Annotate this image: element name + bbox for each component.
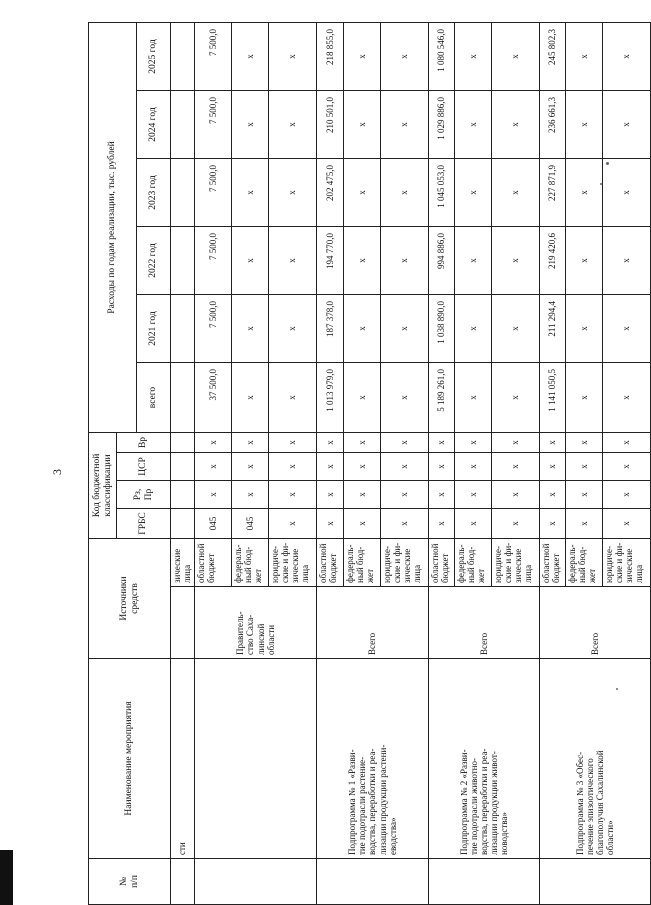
- year-cell: х: [566, 159, 603, 227]
- source-cell: областной бюджет: [195, 539, 232, 587]
- year-cell: х: [232, 159, 269, 227]
- header-num: № п/п: [89, 859, 171, 905]
- header-grbs: ГРБС: [117, 509, 171, 539]
- year-cell: х: [492, 227, 540, 295]
- measure-name-cell: Подпрограмма № 2 «Разви- тие подотрасли животно- водства, переработки и реа- лизации продукции живот- новодства»: [429, 659, 540, 859]
- csr-cell: х: [317, 453, 344, 481]
- budget-table: [88, 22, 651, 905]
- year-cell: х: [269, 159, 317, 227]
- year-cell: [171, 91, 195, 159]
- header-total: всего: [137, 363, 171, 433]
- csr-cell: х: [603, 453, 651, 481]
- vr-cell: х: [455, 433, 492, 453]
- year-cell: х: [603, 227, 651, 295]
- header-name: Наименование мероприятия: [89, 659, 171, 859]
- csr-cell: х: [492, 453, 540, 481]
- rzpr-cell: х: [381, 481, 429, 509]
- csr-cell: [171, 453, 195, 481]
- scan-speck: [600, 183, 602, 185]
- year-cell: 7 500,0: [195, 23, 232, 91]
- year-cell: х: [269, 227, 317, 295]
- responsible-cell: Всего: [429, 587, 540, 659]
- year-cell: х: [344, 23, 381, 91]
- year-cell: х: [381, 91, 429, 159]
- header-sources: Источники средств: [89, 539, 171, 659]
- grbs-cell: 045: [195, 509, 232, 539]
- year-cell: х: [269, 295, 317, 363]
- grbs-cell: х: [492, 509, 540, 539]
- total-cell: 37 500,0: [195, 363, 232, 433]
- year-cell: х: [269, 91, 317, 159]
- responsible-cell: Всего: [317, 587, 429, 659]
- total-cell: х: [492, 363, 540, 433]
- year-cell: х: [566, 23, 603, 91]
- year-cell: х: [344, 295, 381, 363]
- source-cell: федераль- ный бюд- жет: [455, 539, 492, 587]
- grbs-cell: х: [344, 509, 381, 539]
- grbs-cell: х: [381, 509, 429, 539]
- year-cell: х: [566, 91, 603, 159]
- source-cell: федераль- ный бюд- жет: [232, 539, 269, 587]
- total-cell: 5 189 261,0: [429, 363, 455, 433]
- table-row: [317, 23, 344, 905]
- year-cell: х: [232, 295, 269, 363]
- year-cell: [171, 159, 195, 227]
- year-cell: х: [232, 227, 269, 295]
- year-cell: [171, 23, 195, 91]
- year-cell: х: [455, 23, 492, 91]
- vr-cell: х: [381, 433, 429, 453]
- year-cell: х: [232, 91, 269, 159]
- total-cell: х: [344, 363, 381, 433]
- year-cell: 245 802,3: [540, 23, 566, 91]
- csr-cell: х: [429, 453, 455, 481]
- num-cell: [171, 859, 195, 905]
- csr-cell: х: [344, 453, 381, 481]
- grbs-cell: х: [455, 509, 492, 539]
- year-cell: х: [381, 295, 429, 363]
- rzpr-cell: х: [232, 481, 269, 509]
- year-cell: х: [492, 295, 540, 363]
- header-year: 2024 год: [137, 91, 171, 159]
- vr-cell: х: [603, 433, 651, 453]
- year-cell: [171, 295, 195, 363]
- year-cell: х: [455, 91, 492, 159]
- rzpr-cell: х: [317, 481, 344, 509]
- source-cell: зические лица: [171, 539, 195, 587]
- measure-name-cell: [195, 659, 317, 859]
- table-row: [540, 23, 566, 905]
- year-cell: 202 475,0: [317, 159, 344, 227]
- source-cell: областной бюджет: [317, 539, 344, 587]
- header-expenses: Расходы по годам реализации, тыс. рублей: [89, 23, 137, 433]
- year-cell: х: [455, 227, 492, 295]
- grbs-cell: х: [429, 509, 455, 539]
- header-vr: Вр: [117, 433, 171, 453]
- responsible-cell: Всего: [540, 587, 651, 659]
- total-cell: [171, 363, 195, 433]
- header-year: 2022 год: [137, 227, 171, 295]
- vr-cell: х: [317, 433, 344, 453]
- total-cell: 1 141 050,5: [540, 363, 566, 433]
- rzpr-cell: х: [455, 481, 492, 509]
- year-cell: 7 500,0: [195, 295, 232, 363]
- total-cell: х: [566, 363, 603, 433]
- csr-cell: х: [540, 453, 566, 481]
- vr-cell: х: [195, 433, 232, 453]
- year-cell: х: [492, 91, 540, 159]
- header-budget-code: Код бюджетной классификации: [89, 433, 117, 539]
- grbs-cell: х: [317, 509, 344, 539]
- measure-name-cell: Подпрограмма № 1 «Разви- тие подотрасли растение- водства, переработки и реа- лизации продукции растени- еводства»: [317, 659, 429, 859]
- source-cell: юридиче- ские и фи- зические лица: [492, 539, 540, 587]
- year-cell: х: [566, 227, 603, 295]
- year-cell: 210 501,0: [317, 91, 344, 159]
- year-cell: х: [344, 227, 381, 295]
- year-cell: 1 029 886,0: [429, 91, 455, 159]
- rzpr-cell: х: [540, 481, 566, 509]
- grbs-cell: х: [540, 509, 566, 539]
- year-cell: 219 420,6: [540, 227, 566, 295]
- year-cell: 236 661,3: [540, 91, 566, 159]
- num-cell: [317, 859, 429, 905]
- year-cell: х: [344, 159, 381, 227]
- csr-cell: х: [566, 453, 603, 481]
- year-cell: х: [455, 159, 492, 227]
- year-cell: 1 080 546,0: [429, 23, 455, 91]
- rzpr-cell: х: [344, 481, 381, 509]
- vr-cell: х: [232, 433, 269, 453]
- source-cell: юридиче- ские и фи- зические лица: [603, 539, 651, 587]
- source-cell: областной бюджет: [429, 539, 455, 587]
- year-cell: х: [492, 23, 540, 91]
- grbs-cell: х: [566, 509, 603, 539]
- rzpr-cell: х: [603, 481, 651, 509]
- year-cell: 227 871,9: [540, 159, 566, 227]
- rzpr-cell: х: [269, 481, 317, 509]
- year-cell: 218 855,0: [317, 23, 344, 91]
- vr-cell: х: [566, 433, 603, 453]
- num-cell: [195, 859, 317, 905]
- year-cell: 7 500,0: [195, 91, 232, 159]
- csr-cell: х: [232, 453, 269, 481]
- header-year: 2023 год: [137, 159, 171, 227]
- source-cell: федераль- ный бюд- жет: [344, 539, 381, 587]
- year-cell: 994 886,0: [429, 227, 455, 295]
- year-cell: [171, 227, 195, 295]
- responsible-cell: [171, 587, 195, 659]
- responsible-cell: Правитель- ство Саха- линской области: [195, 587, 317, 659]
- page-number: 3: [50, 469, 64, 475]
- header-year: 2021 год: [137, 295, 171, 363]
- rzpr-cell: х: [195, 481, 232, 509]
- table-row: [171, 23, 195, 905]
- total-cell: х: [455, 363, 492, 433]
- year-cell: 1 038 890,0: [429, 295, 455, 363]
- table-row: [429, 23, 455, 905]
- source-cell: юридиче- ские и фи- зические лица: [269, 539, 317, 587]
- header-csr: ЦСР: [117, 453, 171, 481]
- year-cell: 187 378,0: [317, 295, 344, 363]
- vr-cell: х: [540, 433, 566, 453]
- grbs-cell: х: [603, 509, 651, 539]
- csr-cell: х: [381, 453, 429, 481]
- scan-speck: [616, 688, 618, 690]
- source-cell: областной бюджет: [540, 539, 566, 587]
- source-cell: федераль- ный бюд- жет: [566, 539, 603, 587]
- total-cell: 1 013 979,0: [317, 363, 344, 433]
- grbs-cell: х: [269, 509, 317, 539]
- year-cell: х: [381, 159, 429, 227]
- year-cell: х: [381, 227, 429, 295]
- year-cell: 7 500,0: [195, 227, 232, 295]
- year-cell: х: [603, 159, 651, 227]
- source-cell: юридиче- ские и фи- зические лица: [381, 539, 429, 587]
- year-cell: 1 045 053,0: [429, 159, 455, 227]
- num-cell: [540, 859, 651, 905]
- csr-cell: х: [269, 453, 317, 481]
- grbs-cell: 045: [232, 509, 269, 539]
- year-cell: х: [603, 23, 651, 91]
- total-cell: х: [269, 363, 317, 433]
- total-cell: х: [603, 363, 651, 433]
- vr-cell: [171, 433, 195, 453]
- year-cell: 211 294,4: [540, 295, 566, 363]
- name-fragment-cell: [171, 659, 195, 859]
- year-cell: х: [381, 23, 429, 91]
- year-cell: х: [232, 23, 269, 91]
- num-cell: [429, 859, 540, 905]
- measure-name-cell: Подпрограмма № 3 «Обес- печение эпизоотического благополучия Сахалинской области»: [540, 659, 651, 859]
- vr-cell: х: [492, 433, 540, 453]
- top-fragment: сти: [177, 842, 188, 855]
- csr-cell: х: [195, 453, 232, 481]
- year-cell: х: [492, 159, 540, 227]
- year-cell: х: [269, 23, 317, 91]
- year-cell: 7 500,0: [195, 159, 232, 227]
- rzpr-cell: [171, 481, 195, 509]
- total-cell: х: [381, 363, 429, 433]
- rzpr-cell: х: [429, 481, 455, 509]
- total-cell: х: [232, 363, 269, 433]
- header-year: 2025 год: [137, 23, 171, 91]
- year-cell: х: [455, 295, 492, 363]
- vr-cell: х: [269, 433, 317, 453]
- scan-speck: [606, 162, 609, 165]
- vr-cell: х: [429, 433, 455, 453]
- grbs-cell: [171, 509, 195, 539]
- year-cell: х: [344, 91, 381, 159]
- year-cell: х: [566, 295, 603, 363]
- rzpr-cell: х: [492, 481, 540, 509]
- csr-cell: х: [455, 453, 492, 481]
- vr-cell: х: [344, 433, 381, 453]
- header-rzpr: Рз, Пр: [117, 481, 171, 509]
- table-row: [195, 23, 232, 905]
- year-cell: х: [603, 91, 651, 159]
- year-cell: х: [603, 295, 651, 363]
- scan-edge-mark: [0, 850, 13, 905]
- year-cell: 194 770,0: [317, 227, 344, 295]
- rzpr-cell: х: [566, 481, 603, 509]
